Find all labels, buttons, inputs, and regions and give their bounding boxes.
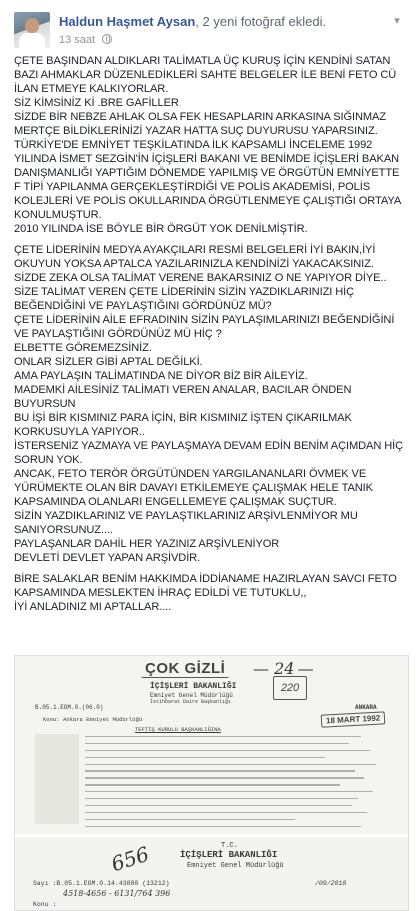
post-action-text: , 2 yeni fotoğraf ekledi. xyxy=(195,14,327,29)
post-text-line: VE PAYLAŞTIĞINI GÖRDÜNÜZ MÜ HİÇ ? xyxy=(14,328,222,340)
post-text-line: YÜRÜMEKTE OLAN BİR DAVAYI ETKİLEMEYE ÇALIŞMAK HELE TANIK xyxy=(14,482,373,494)
post-body xyxy=(14,54,408,614)
post-header xyxy=(14,10,404,50)
doc2-handwritten: 656 xyxy=(108,841,152,877)
post-text-line: BUYURSUN xyxy=(14,398,76,410)
post-text-line: İLAN ETMEYE KALKIYORLAR. xyxy=(14,83,169,95)
post-text-line: KORKUSUYLA YAPIYOR.. xyxy=(14,426,145,438)
post-text-line: BU İŞİ BİR KISMINIZ PARA İÇİN, BİR KISMINIZ İŞTEN ÇIKARILMAK xyxy=(14,412,352,424)
post-text-line: BAZI AHMAKLAR DÜZENLEDİKLERİ SAHTE BELGELER İLE BENİ FETO CÜ xyxy=(14,69,397,81)
doc1-city: ANKARA xyxy=(355,704,377,711)
doc2-tc: T.C. xyxy=(221,842,238,850)
post-text-line: KOLEJLERİ VE POLİS OKULLARINDA ÖRGÜTLENMEYE ÇALIŞTIĞI ORTAYA xyxy=(14,195,402,207)
post-timestamp[interactable]: 13 saat xyxy=(59,34,96,46)
doc2-sayi: Sayı :B.05.1.EGM.0.14.43880 (13212) xyxy=(33,880,170,887)
post-text-line: ÇETE LİDERİNİN MEDYA AYAKÇILARI RESMİ BELGELERİ İYİ BAKIN,İYİ xyxy=(14,244,376,256)
doc1-ref: B.05.1.EGM.0.(06.0) xyxy=(35,704,104,711)
post-text-line: AMA PAYLAŞIN TALİMATINDA NE DİYOR BİZ BİR AİLEYİZ. xyxy=(14,370,308,382)
post-text-line: SORUN YOK. xyxy=(14,454,83,466)
photo-document-1992[interactable] xyxy=(15,656,409,834)
post-text-line: KAPSAMINDA MESLEKTEN İHRAÇ EDİLDİ VE TUTUKLU,, xyxy=(14,587,307,599)
post-text-line: TÜRKİYE'DE EMNİYET TEŞKİLATINDA İLK KAPSAMLI İNCELEME 1992 xyxy=(14,139,373,151)
post-text-line: ELBETTE GÖREMEZSİNİZ. xyxy=(14,342,152,354)
post-text-line: ÇETE LİDERİNİN AİLE EFRADININ SİZİN PAYLAŞIMLARINIZI BEĞENDİĞİNİ xyxy=(14,314,395,326)
post-text-line: PAYLAŞANLAR DAHİL HER YAZINIZ ARŞİVLENİYOR xyxy=(14,538,280,550)
post-text-line: F TİPİ YAPILANMA GERÇEKLEŞTİRDİĞİ VE POLİS AKADEMİSİ, POLİS xyxy=(14,181,370,193)
chevron-down-icon[interactable]: ▾ xyxy=(394,15,400,27)
post-text-line: BİRE SALAKLAR BENİM HAKKIMDA İDDİANAME HAZIRLAYAN SAVCI FETO xyxy=(14,573,397,585)
post-text-line: MADEMKİ AİLESİNİZ TALİMATI VEREN ANALAR, BACILAR ÖNDEN xyxy=(14,384,352,396)
post-text-line: MERTÇE BİLDİKLERİNİZİ YAZAR HATTA SUÇ DUYURUSU YAPARSINIZ. xyxy=(14,125,378,137)
post-text-line: İYİ ANLADINIZ MI APTALLAR.... xyxy=(14,601,172,613)
post-text-line: SANIYORSUNUZ.... xyxy=(14,524,113,536)
post-photos[interactable] xyxy=(14,655,409,911)
post-text-line: SİZ KİMSİNİZ Kİ .BRE GAFİLLER xyxy=(14,97,179,109)
post-text-line: YILINDA İSMET SEZGİN'İN İÇİŞLERİ BAKANI VE BENİMDE İÇİŞLERİ BAKAN xyxy=(14,153,400,165)
doc1-subject: Ankara Emniyet Müdürlüğü xyxy=(63,716,143,723)
post-text-line: KONULMUŞTUR. xyxy=(14,209,102,221)
author-avatar[interactable] xyxy=(14,12,50,48)
doc2-date: /09/2010 xyxy=(315,880,347,887)
post-text-line: ANCAK, FETO TERÖR ÖRGÜTÜNDEN YARGILANANLARI ÖVMEK VE xyxy=(14,468,367,480)
post-text-line: OKUYUN YOKSA APTALCA YAZILARINIZLA KENDİNİZİ YAKACAKSINIZ. xyxy=(14,258,374,270)
doc1-directorate: Emniyet Genel Müdürlüğü xyxy=(150,692,233,699)
post-text-line: SİZDE BİR NEBZE AHLAK OLSA FEK HESAPLARIN ARKASINA SIĞINMAZ xyxy=(14,111,387,123)
document-text-lines xyxy=(85,736,385,832)
post-text-line: DEVLETİ DEVLET YAPAN ARŞİVDİR. xyxy=(14,552,201,564)
post-text-line: SİZDE ZEKA OLSA TALİMAT VERENE BAKARSINIZ O NE YAPIYOR DİYE.. xyxy=(14,272,387,284)
post-text-line: KAPSAMINDA OLANLARI ENGELLEMEYE ÇALIŞMAK SUÇTUR. xyxy=(14,496,337,508)
doc1-subunit: İstihbarat Daire Başkanlığı xyxy=(150,699,232,705)
post-text-line: SİZE TALİMAT VEREN ÇETE LİDERİNİN SİZİN YAZDIKLARINIZI HİÇ xyxy=(14,286,355,298)
photo-document-2010[interactable]: T.C. İÇİŞLERİ BAKANLIĞI Emniyet Genel Müdürlüğü 656 Sayı :B.05.1.EGM.0.14.43880 (13212) /09/2010 4518-4656 - 6131/764 396 Konu : xyxy=(15,837,409,911)
date-stamp: 18 MART 1992 xyxy=(321,711,386,727)
post-text-line: 2010 YILINDA İSE BÖYLE BİR ÖRGÜT YOK DENİLMİŞTİR. xyxy=(14,223,308,235)
number-box: 220 xyxy=(273,676,307,700)
author-line xyxy=(59,14,326,29)
doc1-heading: TEFTİŞ KURULU BAŞKANLIĞINA xyxy=(135,726,221,733)
post-text-line: DANIŞMANLIĞI YAPTIĞIM DÖNEMDE YAPILMIŞ VE ÖRGÜTÜN EMNİYETTE xyxy=(14,167,400,179)
secret-stamp: ÇOK GİZLİ xyxy=(141,660,229,678)
post-text-line: ONLAR SİZLER GİBİ APTAL DEĞİLKİ. xyxy=(14,356,203,368)
post-text-line: BEĞENDİĞİNİ VE PAYLAŞTIĞINI GÖRDÜNÜZ MÜ? xyxy=(14,300,272,312)
handwritten-note: — 24 — xyxy=(253,659,314,678)
doc2-directorate: Emniyet Genel Müdürlüğü xyxy=(187,862,284,870)
doc1-ministry: İÇİŞLERİ BAKANLIĞI xyxy=(150,682,237,691)
post-text-line: SİZİN YAZDIKLARINIZ VE PAYLAŞTIKLARINIZ ARŞİVLENMİYOR MU xyxy=(14,510,358,522)
author-name[interactable]: Haldun Haşmet Aysan xyxy=(59,14,196,29)
post-meta xyxy=(59,34,112,46)
doc2-sayi2: 4518-4656 - 6131/764 396 xyxy=(63,889,171,898)
globe-icon xyxy=(102,34,112,44)
doc2-ministry: İÇİŞLERİ BAKANLIĞI xyxy=(180,850,278,860)
doc1-subject-label: Konu: xyxy=(43,716,60,723)
post-text-line: ÇETE BAŞINDAN ALDIKLARI TALİMATLA ÜÇ KURUŞ İÇİN KENDİNİ SATAN xyxy=(14,55,391,67)
post-text-line: İSTERSENİZ YAZMAYA VE PAYLAŞMAYA DEVAM EDİN BENİM AÇIMDAN HİÇ xyxy=(14,440,404,452)
